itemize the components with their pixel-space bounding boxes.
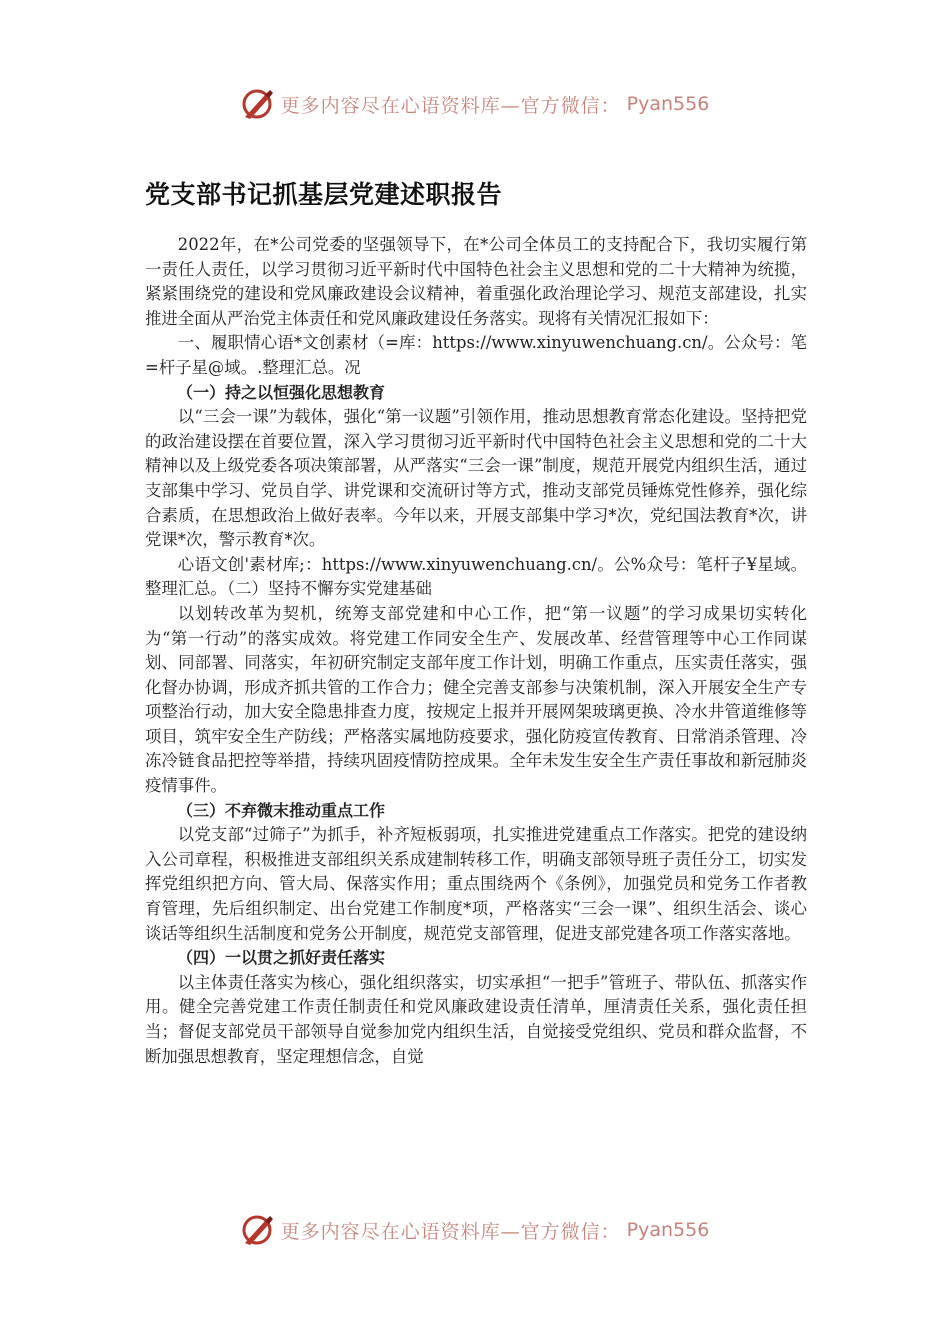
- paragraph: 一、履职情心语*文创素材（=库：https://www.xinyuwenchuang.cn/。公众号：笔=杆子星@域。.整理汇总。况: [145, 333, 807, 377]
- paragraph: 以主体责任落实为核心，强化组织落实，切实承担“一把手”管班子、带队伍、抓落实作用。健全完善党建工作责任制责任和党风廉政建设责任清单，厘清责任关系，强化责任担当；督促支部党员干部领导自觉参加党内组织生活，自觉接受党组织、党员和群众监督，不断加强思想教育，坚定理想信念，自觉: [145, 972, 807, 1066]
- pen-logo-icon: [241, 1213, 275, 1247]
- header-banner: [0, 84, 950, 124]
- pen-logo-icon: [241, 87, 275, 121]
- footer-banner: [0, 1210, 950, 1250]
- paragraph: 心语文创'素材库;：https://www.xinyuwenchuang.cn/。公%众号：笔杆子¥星域。整理汇总。（二）坚持不懈夯实党建基础: [145, 554, 807, 599]
- banner-text: 更多内容尽在心语资料库—官方微信：: [280, 1220, 621, 1243]
- paragraph: 以划转改革为契机，统筹支部党建和中心工作，把“第一议题”的学习成果切实转化为“第一行动”的落实成效。将党建工作同安全生产、发展改革、经营管理等中心工作同谋划、同部署、同落实，年初研究制定支部年度工作计划，明确工作重点，压实责任落实，强化督办协调，形成齐抓共管的工作合力；健全完善支部参与决策机制，深入开展安全生产专项整治行动，加大安全隐患排查力度，按规定上报并开展网架玻璃更换、冷水井管道维修等项目，筑牢安全生产防线；严格落实属地防疫要求，强化防疫宣传教育、日常消杀管理、冷冻冷链食品把控等举措，持续巩固疫情防控成果。全年未发生安全生产责任事故和新冠肺炎疫情事件。: [145, 603, 807, 796]
- document-body: [145, 233, 807, 1069]
- section-heading: （一）持之以恒强化思想教育: [177, 382, 386, 402]
- paragraph: 以党支部“过筛子”为抓手，补齐短板弱项，扎实推进党建重点工作落实。把党的建设纳入公司章程，积极推进支部组织关系成建制转移工作，明确支部领导班子责任分工，切实发挥党组织把方向、管大局、保落实作用；重点围绕两个《条例》，加强党员和党务工作者教育管理，先后组织制定、出台党建工作制度*项，严格落实“三会一课”、组织生活会、谈心谈话等组织生活制度和党务公开制度，规范党支部管理，促进支部党建各项工作落实落地。: [145, 825, 807, 943]
- paragraph: 以“三会一课”为载体，强化“第一议题”引领作用，推动思想教育常态化建设。坚持把党的政治建设摆在首要位置，深入学习贯彻习近平新时代中国特色社会主义思想和党的二十大精神以及上级党委各项决策部署，从严落实“三会一课”制度，规范开展党内组织生活，通过支部集中学习、党员自学、讲党课和交流研讨等方式，推动支部党员锤炼党性修养，强化综合素质，在思想政治上做好表率。今年以来，开展支部集中学习*次，党纪国法教育*次，讲党课*次，警示教育*次。: [145, 407, 807, 550]
- section-heading: （三）不弃微末推动重点工作: [177, 800, 386, 820]
- paragraph: 2022年，在*公司党委的坚强领导下，在*公司全体员工的支持配合下，我切实履行第一责任人责任，以学习贯彻习近平新时代中国特色社会主义思想和党的二十大精神为统揽，紧紧围绕党的建设和党风廉政建设会议精神，着重强化政治理论学习、规范支部建设，扎实推进全面从严治党主体责任和党风廉政建设任务落实。现将有关情况汇报如下：: [145, 235, 807, 328]
- banner-wechat-id: Pyan556: [626, 93, 710, 115]
- section-heading: （四）一以贯之抓好责任落实: [177, 948, 386, 968]
- banner-text: 更多内容尽在心语资料库—官方微信：: [280, 94, 621, 117]
- banner-wechat-id: Pyan556: [626, 1219, 710, 1241]
- document-title: 党支部书记抓基层党建述职报告: [145, 180, 503, 209]
